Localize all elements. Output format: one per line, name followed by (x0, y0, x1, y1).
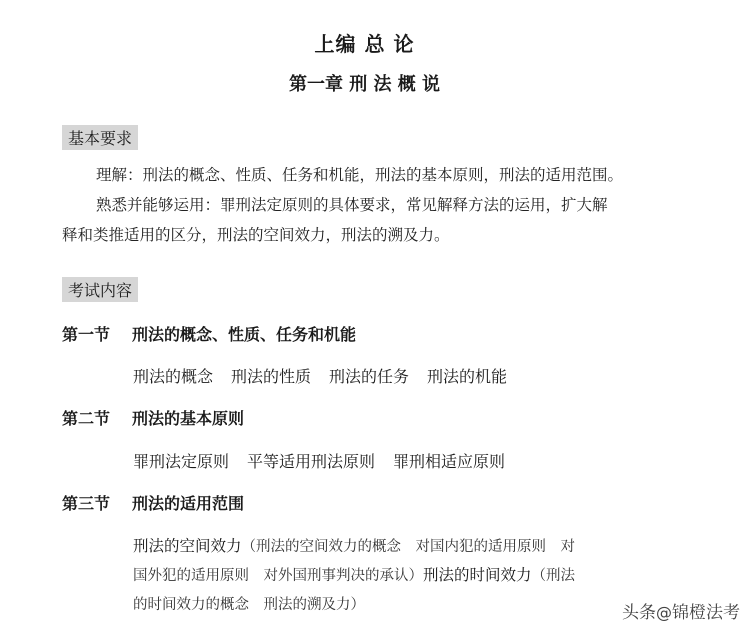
topic-item: 平等适用刑法原则 (247, 452, 376, 471)
scope-sub: （刑法的空间效力的概念 对国内犯的适用原则 对 (241, 539, 576, 555)
section-number: 第二节 (62, 409, 111, 428)
requirement-apply-line1: 熟悉并能够运用：罪刑法定原则的具体要求，常见解释方法的运用，扩大解 (96, 196, 608, 214)
section-number: 第三节 (62, 494, 111, 513)
part-title: 上编 总 论 (314, 32, 415, 56)
watermark-at: @ (656, 603, 672, 622)
scope-main: 刑法的时间效力 (423, 566, 532, 584)
scope-main: 刑法的空间效力 (133, 537, 242, 555)
topic-item: 刑法的性质 (231, 367, 312, 386)
scope-sub: 的时间效力的概念 刑法的溯及力） (133, 597, 365, 613)
section-topics-2 (133, 449, 523, 472)
section-title: 刑法的基本原则 (132, 409, 245, 428)
scope-line-1 (133, 532, 575, 561)
requirements-badge: 基本要求 (62, 125, 138, 150)
section-topics-1 (133, 364, 525, 387)
topic-item: 刑法的任务 (329, 367, 410, 386)
topic-item: 罪刑法定原则 (133, 452, 230, 471)
requirement-understand: 理解：刑法的概念、性质、任务和机能，刑法的基本原则，刑法的适用范围。 (96, 166, 624, 184)
scope-line-3 (133, 590, 575, 619)
section-heading-1 (62, 322, 356, 345)
scope-sub: 国外犯的适用原则 对外国刑事判决的承认） (133, 568, 423, 584)
watermark (622, 598, 740, 623)
scope-sub: （刑法 (531, 568, 576, 584)
section-title: 刑法的概念、性质、任务和机能 (132, 325, 357, 344)
chapter-title: 第一章 刑 法 概 说 (288, 74, 441, 95)
section-scope-3 (133, 532, 575, 619)
topic-item: 罪刑相适应原则 (393, 452, 506, 471)
section-heading-2 (62, 406, 244, 429)
topic-item: 刑法的概念 (133, 367, 214, 386)
section-number: 第一节 (62, 325, 111, 344)
section-heading-3 (62, 491, 244, 514)
topic-item: 刑法的机能 (427, 367, 508, 386)
contents-badge: 考试内容 (62, 277, 138, 302)
watermark-name: 锦橙法考 (672, 603, 740, 623)
watermark-prefix: 头条 (622, 603, 656, 623)
requirement-apply-line2: 释和类推适用的区分，刑法的空间效力，刑法的溯及力。 (62, 226, 450, 244)
section-title: 刑法的适用范围 (132, 494, 245, 513)
scope-line-2 (133, 561, 575, 590)
